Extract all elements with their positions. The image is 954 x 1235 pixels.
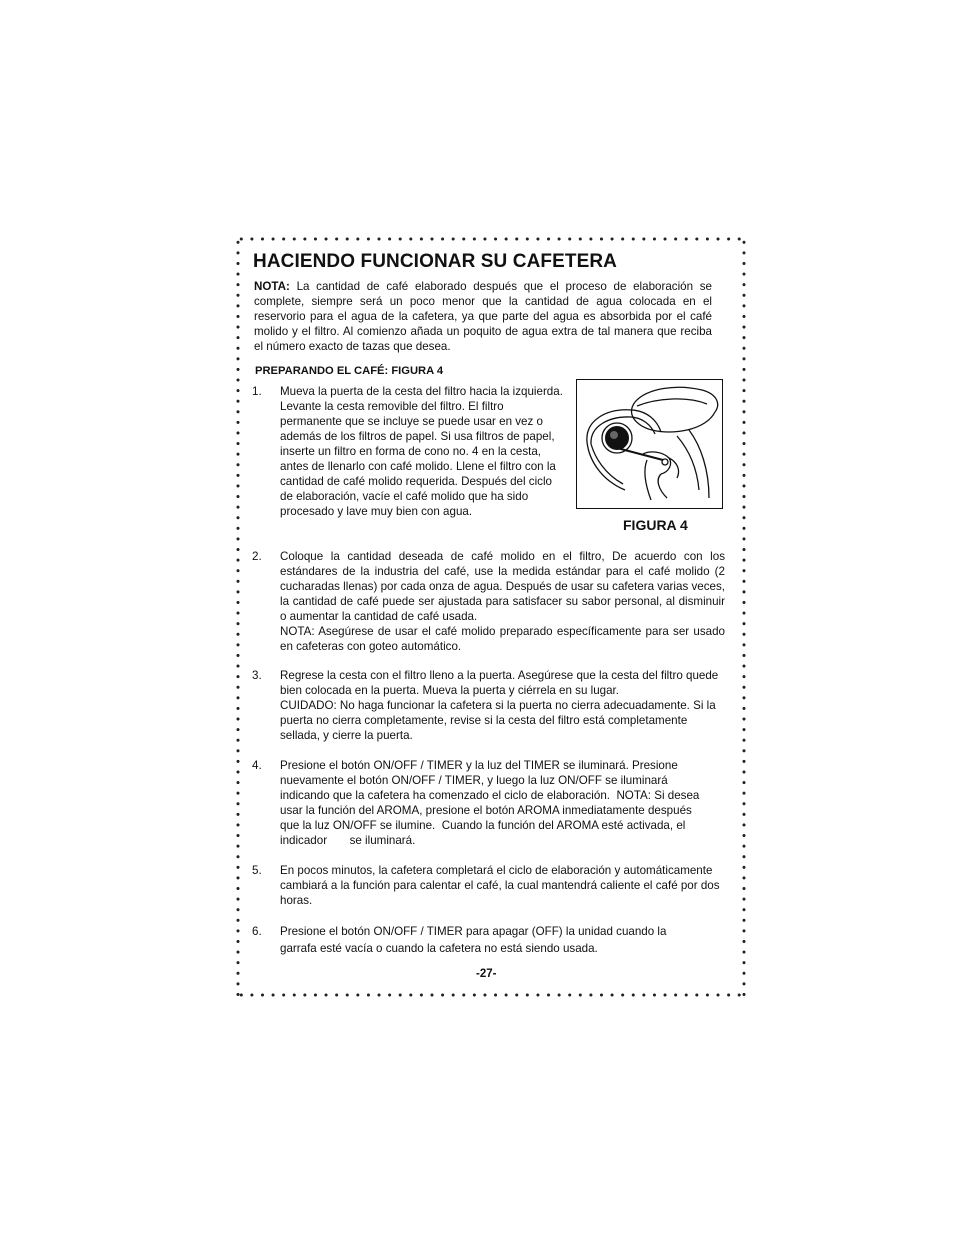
step-number: 5.	[252, 864, 262, 877]
nota-label: NOTA:	[254, 280, 290, 293]
filter-basket-illustration	[577, 380, 721, 507]
step-number: 2.	[252, 550, 262, 563]
step-text: En pocos minutos, la cafetera completará el ciclo de elaboración y automáticamente cambiará a la función para calentar el café, la cual mantendrá caliente el café por dos horas.	[280, 864, 720, 907]
step-number: 3.	[252, 669, 262, 682]
step-text: Regrese la cesta con el filtro lleno a la puerta. Asegúrese que la cesta del filtro quede bien colocada en la puerta. Mueva la puerta y ciérrela en su lugar.	[280, 669, 719, 697]
border-right	[742, 237, 746, 997]
step-text: Presione el botón ON/OFF / TIMER y la luz del TIMER se iluminará. Presione nuevamente el botón ON/OFF / TIMER, y luego la luz ON/OFF se iluminará indicando que la cafetera ha comenzado el ciclo de elaboración. NOTA: Si desea usar la función del AROMA, presione el botón AROMA inmediatamente después que la luz ON/OFF se ilumine. Cuando la función del AROMA esté activada, el indicador se iluminará.	[280, 759, 703, 847]
page-number: -27-	[476, 968, 497, 980]
section-heading: PREPARANDO EL CAFÉ: FIGURA 4	[255, 365, 444, 377]
step-text: Presione el botón ON/OFF / TIMER para apagar (OFF) la unidad cuando la garrafa esté vacía o cuando la cafetera no está siendo usada.	[280, 925, 667, 955]
step-text: Mueva la puerta de la cesta del filtro hacia la izquierda. Levante la cesta removible del filtro. El filtro permanente que se incluye se puede usar en vez o además de los filtros de papel. Si usa filtros de papel, inserte un filtro en forma de cono no. 4 en la cesta, antes de llenarlo con café molido. Llene el filtro con la cantidad de café molido requerida. Después del ciclo de elaboración, vacíe el café molido que ha sido procesado y lave muy bien con agua.	[280, 385, 563, 518]
step-note: CUIDADO: No haga funcionar la cafetera si la puerta no cierra adecuadamente. Si la puerta no cierra completamente, revise si la cesta del filtro está completamente sellada, y cierre la puerta.	[280, 699, 716, 742]
border-bottom	[236, 993, 746, 997]
page-title: HACIENDO FUNCIONAR SU CAFETERA	[253, 251, 617, 272]
border-left	[236, 237, 240, 997]
figure-label: FIGURA 4	[623, 517, 688, 533]
step-text: Coloque la cantidad deseada de café molido en el filtro, De acuerdo con los estándares de la industria del café, use la medida estándar para el café molido (2 cucharadas llenas) por cada onza de agua. Después de usar su cafetera varias veces, la cantidad de café puede ser ajustada para satisfacer su sabor personal, al disminuir o aumentar la cantidad de café usada.	[280, 550, 725, 623]
figure-4-illustration	[576, 379, 723, 509]
border-top	[236, 237, 746, 241]
nota-paragraph	[254, 279, 712, 354]
step-number: 4.	[252, 759, 262, 772]
step-number: 6.	[252, 925, 262, 938]
step-note: NOTA: Asegúrese de usar el café molido preparado específicamente para ser usado en cafeteras con goteo automático.	[280, 625, 725, 653]
step-number: 1.	[252, 385, 262, 398]
nota-text: La cantidad de café elaborado después que el proceso de elaboración se complete, siempre será un poco menor que la cantidad de agua colocada en el reservorio para el agua de la cafetera, ya que parte del agua es absorbida por el café molido y el filtro. Al comienzo añada un poquito de agua extra de tal manera que reciba el número exacto de tazas que desea.	[254, 280, 712, 353]
